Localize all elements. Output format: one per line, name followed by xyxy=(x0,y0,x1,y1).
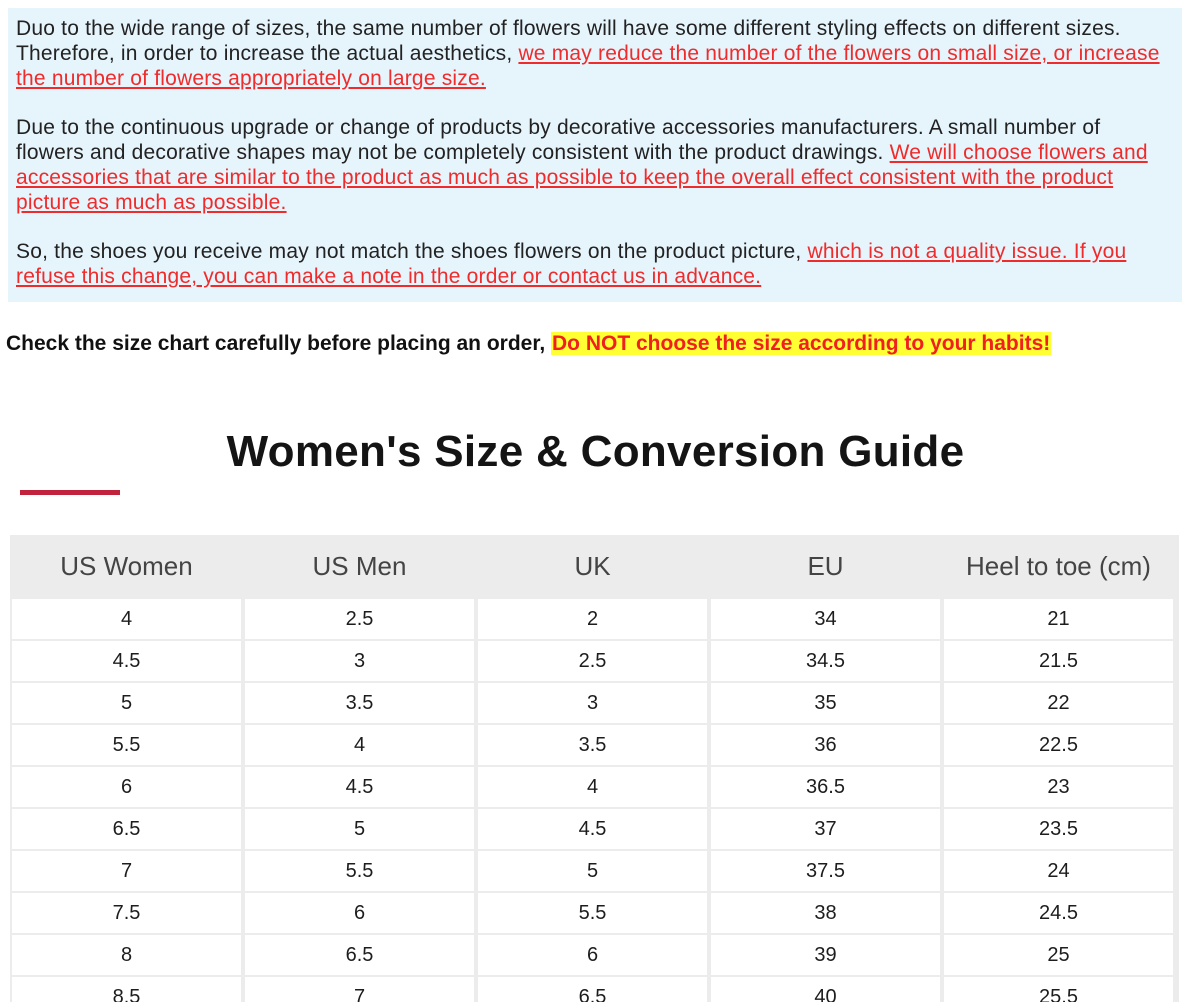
table-cell: 5 xyxy=(12,683,241,723)
table-cell: 34 xyxy=(711,599,940,639)
table-row xyxy=(12,599,1173,639)
table-cell: 5.5 xyxy=(12,725,241,765)
table-row xyxy=(12,809,1173,849)
size-warning-highlight: Do NOT choose the size according to your habits! xyxy=(552,332,1051,355)
table-cell: 4 xyxy=(478,767,707,807)
table-cell: 21.5 xyxy=(944,641,1173,681)
table-cell: 24.5 xyxy=(944,893,1173,933)
table-row xyxy=(12,683,1173,723)
table-cell: 3.5 xyxy=(245,683,474,723)
notice-red-text: which is not a quality issue. If you refuse this change, you can make a note in the order or contact us in advance. xyxy=(16,240,1127,288)
table-cell: 23 xyxy=(944,767,1173,807)
table-cell: 6.5 xyxy=(245,935,474,975)
table-cell: 38 xyxy=(711,893,940,933)
table-cell: 36.5 xyxy=(711,767,940,807)
table-row xyxy=(12,641,1173,681)
notice-paragraph-quality xyxy=(16,239,1174,289)
table-cell: 39 xyxy=(711,935,940,975)
table-cell: 4 xyxy=(245,725,474,765)
table-cell: 2.5 xyxy=(478,641,707,681)
header-us-men: US Men xyxy=(245,535,474,597)
table-cell: 7 xyxy=(12,851,241,891)
size-conversion-table xyxy=(10,535,1177,1002)
table-cell: 3 xyxy=(478,683,707,723)
table-cell: 6 xyxy=(12,767,241,807)
table-cell: 6.5 xyxy=(12,809,241,849)
table-cell: 5.5 xyxy=(478,893,707,933)
table-cell: 25.5 xyxy=(944,977,1173,1002)
table-cell: 8 xyxy=(12,935,241,975)
table-cell: 23.5 xyxy=(944,809,1173,849)
table-cell: 4.5 xyxy=(478,809,707,849)
notice-box xyxy=(8,8,1182,302)
notice-text: Duo to the wide range of sizes, the same number of flowers will have some different styling effects on different sizes. Therefore, in order to increase the actual aesthetics, xyxy=(16,17,1121,65)
table-cell: 40 xyxy=(711,977,940,1002)
table-cell: 5 xyxy=(478,851,707,891)
table-cell: 6.5 xyxy=(478,977,707,1002)
table-cell: 3 xyxy=(245,641,474,681)
notice-red-text: We will choose flowers and accessories that are similar to the product as much as possible to keep the overall effect consistent with the product picture as much as possible. xyxy=(16,141,1148,214)
table-cell: 25 xyxy=(944,935,1173,975)
table-cell: 21 xyxy=(944,599,1173,639)
table-cell: 8.5 xyxy=(12,977,241,1002)
table-cell: 35 xyxy=(711,683,940,723)
header-us-women: US Women xyxy=(12,535,241,597)
header-uk: UK xyxy=(478,535,707,597)
table-cell: 37 xyxy=(711,809,940,849)
table-header-row xyxy=(12,535,1173,597)
notice-paragraph-accessories xyxy=(16,115,1174,215)
table-cell: 4 xyxy=(12,599,241,639)
table-row xyxy=(12,977,1173,1002)
size-warning-text: Check the size chart carefully before placing an order, xyxy=(6,332,552,355)
table-cell: 5 xyxy=(245,809,474,849)
header-eu: EU xyxy=(711,535,940,597)
table-cell: 4.5 xyxy=(245,767,474,807)
table-cell: 7 xyxy=(245,977,474,1002)
table-row xyxy=(12,725,1173,765)
table-cell: 2.5 xyxy=(245,599,474,639)
size-table-container xyxy=(10,535,1179,1002)
table-cell: 6 xyxy=(478,935,707,975)
table-cell: 5.5 xyxy=(245,851,474,891)
notice-text: So, the shoes you receive may not match the shoes flowers on the product picture, xyxy=(16,240,808,263)
notice-text: Due to the continuous upgrade or change of products by decorative accessories manufacturers. A small number of flowers and decorative shapes may not be completely consistent with the product drawings. xyxy=(16,116,1101,164)
size-warning-line xyxy=(6,331,1051,357)
table-cell: 7.5 xyxy=(12,893,241,933)
table-cell: 37.5 xyxy=(711,851,940,891)
table-row xyxy=(12,893,1173,933)
table-cell: 22.5 xyxy=(944,725,1173,765)
table-cell: 6 xyxy=(245,893,474,933)
table-row xyxy=(12,935,1173,975)
notice-paragraph-sizes xyxy=(16,16,1174,91)
table-cell: 22 xyxy=(944,683,1173,723)
header-heel-to-toe: Heel to toe (cm) xyxy=(944,535,1173,597)
title-accent-bar xyxy=(20,490,120,495)
table-cell: 4.5 xyxy=(12,641,241,681)
table-cell: 3.5 xyxy=(478,725,707,765)
table-cell: 36 xyxy=(711,725,940,765)
size-guide-title: Women's Size & Conversion Guide xyxy=(226,427,965,476)
table-row xyxy=(12,851,1173,891)
table-cell: 24 xyxy=(944,851,1173,891)
table-cell: 34.5 xyxy=(711,641,940,681)
table-cell: 2 xyxy=(478,599,707,639)
notice-red-text: we may reduce the number of the flowers on small size, or increase the number of flowers appropriately on large size. xyxy=(16,42,1160,90)
table-row xyxy=(12,767,1173,807)
